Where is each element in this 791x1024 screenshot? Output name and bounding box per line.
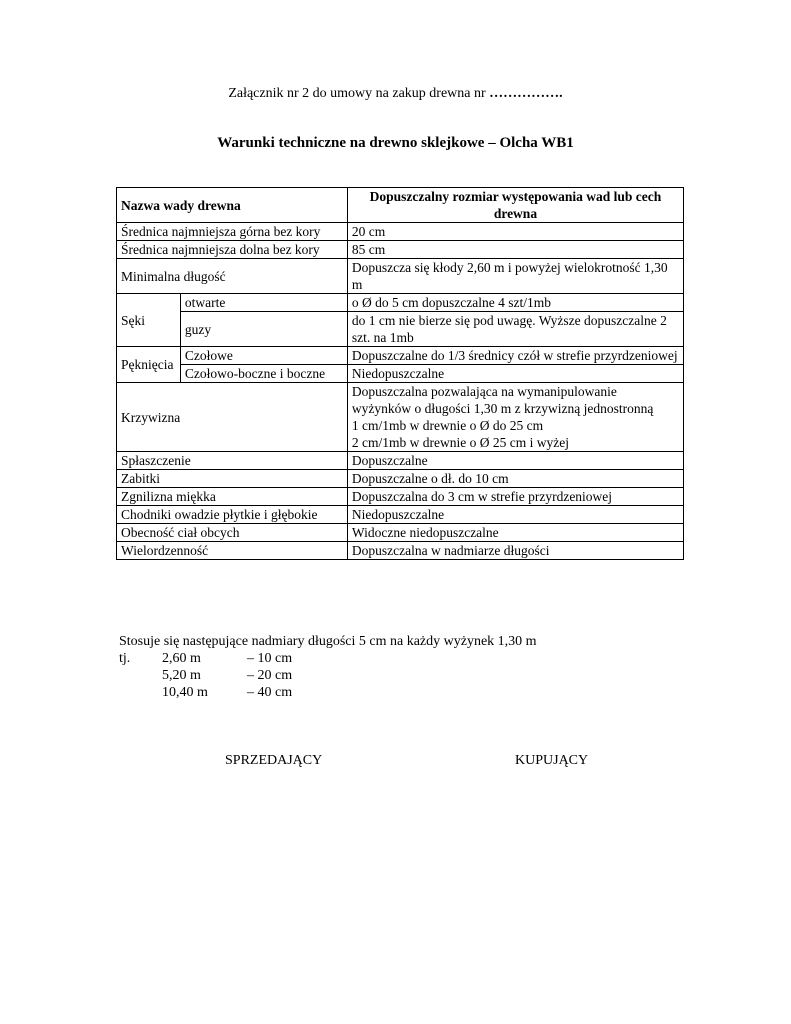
allowed-value-line: Dopuszczalna do 3 cm w strefie przyrdzeniowej [351, 489, 613, 504]
allowed-value-line: 20 cm [351, 224, 386, 239]
document-title: Warunki techniczne na drewno sklejkowe – Olcha WB1 [217, 135, 574, 151]
seller-signature-label: SPRZEDAJĄCY [225, 753, 323, 768]
allowed-value-line: Widoczne niedopuszczalne [351, 525, 499, 540]
allowed-value-line: 1 cm/1mb w drewnie o Ø do 25 cm [351, 418, 544, 433]
table-row [117, 241, 684, 259]
length-excess-item [119, 650, 537, 667]
table-row [117, 365, 684, 383]
length-excess-notes [119, 633, 537, 701]
allowed-value-line: Dopuszcza się kłody 2,60 m i powyżej wielokrotność 1,30 m [351, 260, 668, 292]
log-length: 10,40 m [162, 685, 208, 700]
allowed-value-cell [347, 259, 683, 294]
table-row [117, 259, 684, 294]
allowed-value-cell [347, 365, 683, 383]
allowed-value-line: Niedopuszczalne [351, 366, 445, 381]
table-row [117, 383, 684, 452]
defect-subtype-cell: otwarte [180, 294, 347, 312]
table-row [117, 347, 684, 365]
table-row [117, 223, 684, 241]
annex-number-dots: ……………. [489, 86, 563, 101]
allowed-value-line: Niedopuszczalne [351, 507, 445, 522]
allowed-value-cell [347, 524, 683, 542]
allowed-value-cell [347, 542, 683, 560]
defect-subtype-cell: Czołowo-boczne i boczne [180, 365, 347, 383]
defect-name-cell: Minimalna długość [117, 259, 348, 294]
allowed-value-cell [347, 506, 683, 524]
allowed-value-line: Dopuszczalna w nadmiarze długości [351, 543, 550, 558]
table-header-row [117, 188, 684, 223]
log-length: 2,60 m [162, 651, 201, 666]
allowed-value-line: 2 cm/1mb w drewnie o Ø 25 cm i wyżej [351, 435, 569, 450]
allowed-value-cell [347, 312, 683, 347]
defect-group-cell: Sęki [117, 294, 181, 347]
allowed-value-cell [347, 383, 683, 452]
defect-name-cell: Chodniki owadzie płytkie i głębokie [117, 506, 348, 524]
allowed-value-cell [347, 452, 683, 470]
allowed-value-line: Dopuszczalna pozwalająca na wymanipulowanie wyżynków o długości 1,30 m z krzywizną jednostronną [351, 384, 654, 416]
allowed-value-cell [347, 294, 683, 312]
allowed-value-line: Dopuszczalne do 1/3 średnicy czół w strefie przyrdzeniowej [351, 348, 678, 363]
annex-line [0, 86, 791, 102]
allowed-value-line: Dopuszczalne [351, 453, 428, 468]
length-excess: – 40 cm [247, 685, 293, 700]
defect-name-cell: Wielordzenność [117, 542, 348, 560]
length-excess: – 10 cm [247, 651, 293, 666]
allowed-value-line: o Ø do 5 cm dopuszczalne 4 szt/1mb [351, 295, 551, 310]
notes-prefix: tj. [119, 651, 131, 666]
defect-name-cell: Zabitki [117, 470, 348, 488]
allowed-value-line: 85 cm [351, 242, 386, 257]
buyer-signature-label: KUPUJĄCY [515, 753, 589, 768]
defect-group-cell: Pęknięcia [117, 347, 181, 383]
defect-name-cell: Średnica najmniejsza dolna bez kory [117, 241, 348, 259]
table-row [117, 506, 684, 524]
table-row [117, 312, 684, 347]
table-row [117, 488, 684, 506]
header-allowed-size: Dopuszczalny rozmiar występowania wad lub cech drewna [347, 188, 683, 223]
allowed-value-cell [347, 470, 683, 488]
allowed-value-cell [347, 223, 683, 241]
defect-name-cell: Obecność ciał obcych [117, 524, 348, 542]
allowed-value-line: Dopuszczalne o dł. do 10 cm [351, 471, 509, 486]
length-excess-item [119, 667, 537, 684]
allowed-value-cell [347, 347, 683, 365]
defect-name-cell: Zgnilizna miękka [117, 488, 348, 506]
allowed-value-cell [347, 488, 683, 506]
table-row [117, 294, 684, 312]
annex-text: Załącznik nr 2 do umowy na zakup drewna nr [228, 86, 486, 101]
header-defect-name: Nazwa wady drewna [117, 188, 348, 223]
allowed-value-line: do 1 cm nie bierze się pod uwagę. Wyższe dopuszczalne 2 szt. na 1mb [351, 313, 667, 345]
defect-subtype-cell: guzy [180, 312, 347, 347]
defects-table [116, 187, 684, 560]
length-excess: – 20 cm [247, 668, 293, 683]
defect-name-cell: Średnica najmniejsza górna bez kory [117, 223, 348, 241]
table-row [117, 542, 684, 560]
table-row [117, 524, 684, 542]
table-row [117, 452, 684, 470]
defect-name-cell: Krzywizna [117, 383, 348, 452]
defect-name-cell: Spłaszczenie [117, 452, 348, 470]
table-row [117, 470, 684, 488]
length-excess-item [119, 684, 537, 701]
defect-subtype-cell: Czołowe [180, 347, 347, 365]
log-length: 5,20 m [162, 668, 201, 683]
allowed-value-cell [347, 241, 683, 259]
notes-intro: Stosuje się następujące nadmiary długości 5 cm na każdy wyżynek 1,30 m [119, 634, 537, 649]
